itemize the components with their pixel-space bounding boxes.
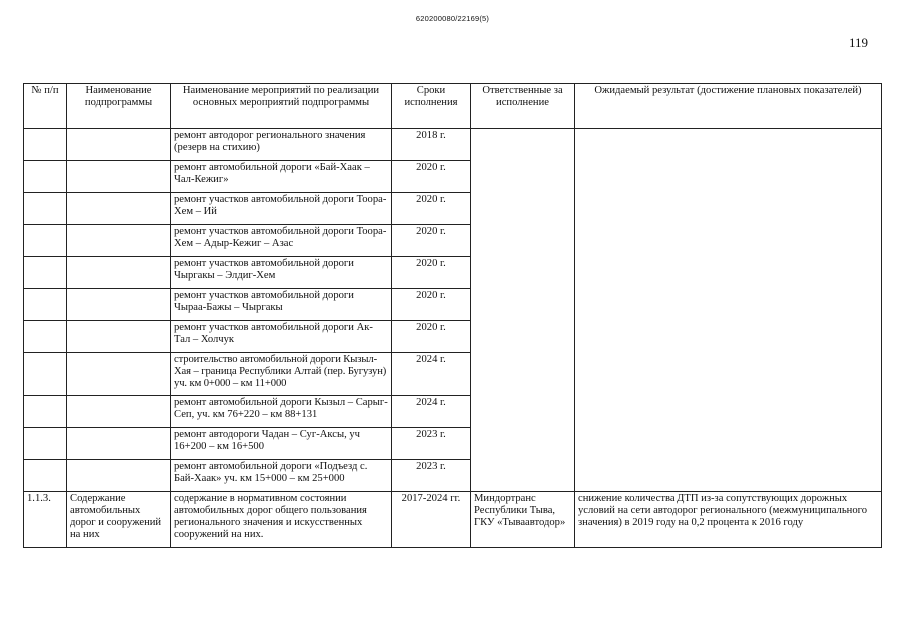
cell-activity: ремонт участков автомобильной дороги Тоора-Хем – Адыр-Кежиг – Азас <box>171 225 392 257</box>
program-activities-table <box>23 83 882 548</box>
cell-year: 2020 г. <box>392 161 471 193</box>
cell-num: 1.1.3. <box>24 492 67 548</box>
cell-activity: ремонт автодороги Чадан – Суг-Аксы, уч 16+200 – км 16+500 <box>171 428 392 460</box>
cell-num <box>24 428 67 460</box>
table-row <box>24 129 882 161</box>
cell-activity: ремонт участков автомобильной дороги Чыргакы – Элдиг-Хем <box>171 257 392 289</box>
cell-activity: ремонт автодорог регионального значения (резерв на стихию) <box>171 129 392 161</box>
cell-subprogram <box>67 161 171 193</box>
cell-num <box>24 321 67 353</box>
header-dates: Сроки исполнения <box>392 84 471 129</box>
cell-activity: ремонт автомобильной дороги «Бай-Хаак – Чал-Кежиг» <box>171 161 392 193</box>
page-number: 119 <box>849 35 869 50</box>
table-row-final <box>24 492 882 548</box>
cell-subprogram <box>67 225 171 257</box>
cell-responsible: Миндортранс Республики Тыва, ГКУ «Тываавтодор» <box>471 492 575 548</box>
cell-dates: 2017-2024 гг. <box>392 492 471 548</box>
cell-year: 2020 г. <box>392 321 471 353</box>
cell-subprogram: Содержание автомобильных дорог и сооружений на них <box>67 492 171 548</box>
cell-subprogram <box>67 193 171 225</box>
cell-subprogram <box>67 460 171 492</box>
header-activity: Наименование мероприятий по реализации основных мероприятий подпрограммы <box>171 84 392 129</box>
cell-activity: содержание в нормативном состоянии автомобильных дорог общего пользования регионального значения и искусственных сооружений на них. <box>171 492 392 548</box>
cell-subprogram <box>67 396 171 428</box>
cell-activity: ремонт автомобильной дороги «Подъезд с. Бай-Хаак» уч. км 15+000 – км 25+000 <box>171 460 392 492</box>
cell-num <box>24 396 67 428</box>
cell-subprogram <box>67 289 171 321</box>
cell-subprogram <box>67 353 171 396</box>
table-header-row <box>24 84 882 129</box>
cell-subprogram <box>67 257 171 289</box>
cell-year: 2024 г. <box>392 353 471 396</box>
cell-subprogram <box>67 129 171 161</box>
cell-subprogram <box>67 428 171 460</box>
header-num: № п/п <box>24 84 67 129</box>
header-responsible: Ответственные за исполнение <box>471 84 575 129</box>
cell-year: 2020 г. <box>392 289 471 321</box>
cell-num <box>24 257 67 289</box>
cell-num <box>24 289 67 321</box>
cell-num <box>24 225 67 257</box>
document-id: 620200080/22169(5) <box>415 14 490 23</box>
cell-activity: ремонт участков автомобильной дороги Тоора-Хем – Ий <box>171 193 392 225</box>
cell-num <box>24 129 67 161</box>
cell-activity: ремонт участков автомобильной дороги Ак-Тал – Холчук <box>171 321 392 353</box>
cell-year: 2018 г. <box>392 129 471 161</box>
cell-result: снижение количества ДТП из-за сопутствующих дорожных условий на сети автодорог регионального (межмуниципального значения) в 2019 году на 0,2 процента к 2016 году <box>575 492 882 548</box>
cell-num <box>24 353 67 396</box>
cell-year: 2023 г. <box>392 460 471 492</box>
cell-num <box>24 193 67 225</box>
cell-result-merged <box>575 129 882 492</box>
cell-subprogram <box>67 321 171 353</box>
cell-year: 2020 г. <box>392 193 471 225</box>
cell-num <box>24 161 67 193</box>
cell-year: 2023 г. <box>392 428 471 460</box>
cell-num <box>24 460 67 492</box>
header-subprogram: Наименование подпрограммы <box>67 84 171 129</box>
cell-activity: строительство автомобильной дороги Кызыл-Хая – граница Республики Алтай (пер. Бугузун) уч. км 0+000 – км 11+000 <box>171 353 392 396</box>
cell-year: 2024 г. <box>392 396 471 428</box>
cell-responsible-merged <box>471 129 575 492</box>
header-result: Ожидаемый результат (достижение плановых показателей) <box>575 84 882 129</box>
cell-activity: ремонт участков автомобильной дороги Чыраа-Бажы – Чыргакы <box>171 289 392 321</box>
cell-activity: ремонт автомобильной дороги Кызыл – Сарыг-Сеп, уч. км 76+220 – км 88+131 <box>171 396 392 428</box>
cell-year: 2020 г. <box>392 225 471 257</box>
cell-year: 2020 г. <box>392 257 471 289</box>
